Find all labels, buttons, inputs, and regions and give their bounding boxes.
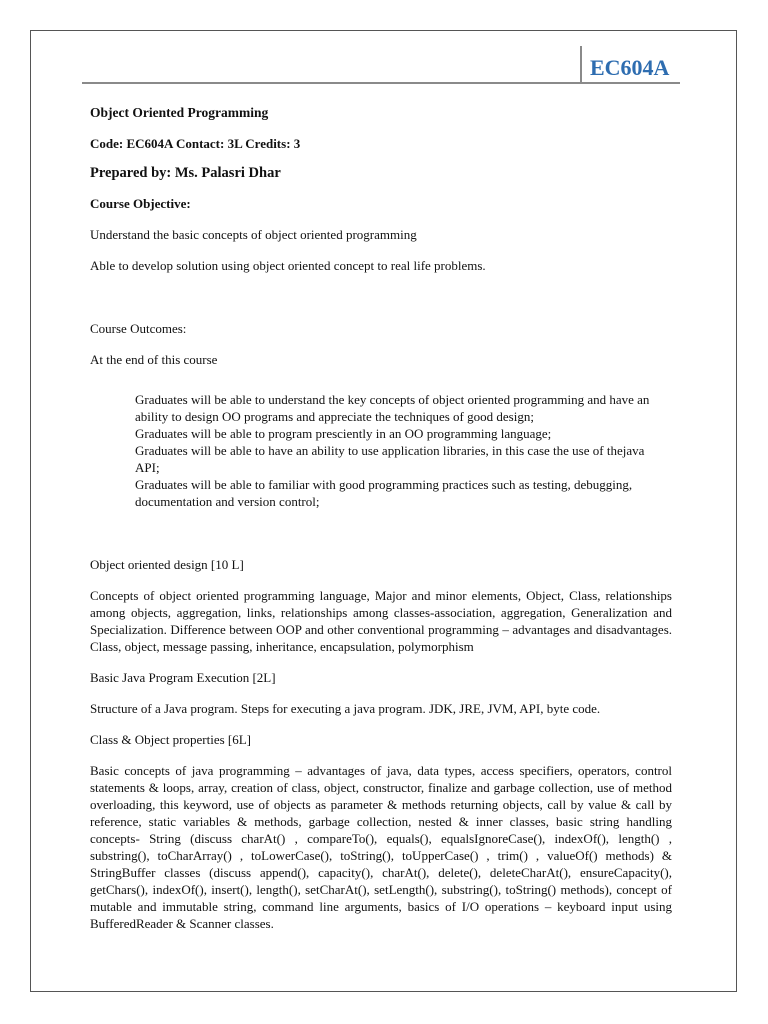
section-body: Basic concepts of java programming – advantages of java, data types, access specifiers, operators, control statements & loops, array, creation of class, object, constructor, finalize and garbage collection, use of method overloading, this keyword, use of objects as parameter & methods returning objects, call by value & call by reference, static variables & methods, garbage collection, nested & inner classes, basic string handling concepts- String (discuss charAt() , compareTo(), equals(), equalsIgnoreCase(), indexOf(), length() , substring(), toCharArray() , toLowerCase(), toString(), toUpperCase() , trim() , valueOf() methods) & StringBuffer classes (discuss append(), capacity(), charAt(), delete(), deleteCharAt(), ensureCapacity(), getChars(), indexOf(), insert(), length(), setCharAt(), setLength(), substring(), toString() methods), concept of mutable and immutable string, command line arguments, basics of I/O operations – keyboard input using BufferedReader & Scanner classes.: [90, 763, 672, 931]
header-divider: [580, 46, 582, 84]
outcomes-intro: At the end of this course: [90, 352, 218, 367]
outcome-item: Graduates will be able to understand the key concepts of object oriented programming and have an ability to design OO programs and appreciate the techniques of good design;: [135, 392, 650, 424]
section-body: Concepts of object oriented programming language, Major and minor elements, Object, Class, relationships among objects, aggregation, links, relationships among classes-association, aggregation, Generalization and Specialization. Difference between OOP and other conventional programming – advantages and disadvantages. Class, object, message passing, inheritance, encapsulation, polymorphism: [90, 588, 672, 654]
section-heading: Class & Object properties [6L]: [90, 732, 252, 747]
section-heading: Object oriented design [10 L]: [90, 557, 244, 572]
section-body: Structure of a Java program. Steps for executing a java program. JDK, JRE, JVM, API, byte code.: [90, 701, 601, 716]
course-code-header: EC604A: [590, 55, 670, 80]
prepared-by: Prepared by: Ms. Palasri Dhar: [90, 165, 281, 181]
objective-item: Able to develop solution using object oriented concept to real life problems.: [90, 258, 486, 273]
course-title: Object Oriented Programming: [90, 105, 269, 120]
course-code-line: Code: EC604A Contact: 3L Credits: 3: [90, 136, 301, 151]
objective-item: Understand the basic concepts of object oriented programming: [90, 227, 417, 242]
outcome-item: Graduates will be able to familiar with good programming practices such as testing, debugging, documentation and version control;: [135, 477, 633, 509]
objective-heading: Course Objective:: [90, 196, 191, 211]
section-heading: Basic Java Program Execution [2L]: [90, 670, 276, 685]
header-rule: [82, 82, 680, 84]
outcomes-heading: Course Outcomes:: [90, 321, 187, 336]
outcome-item: Graduates will be able to program presciently in an OO programming language;: [135, 426, 552, 441]
outcome-item: Graduates will be able to have an ability to use application libraries, in this case the use of thejava API;: [135, 443, 645, 475]
document-body: [90, 104, 672, 932]
outcomes-list: [135, 391, 665, 510]
